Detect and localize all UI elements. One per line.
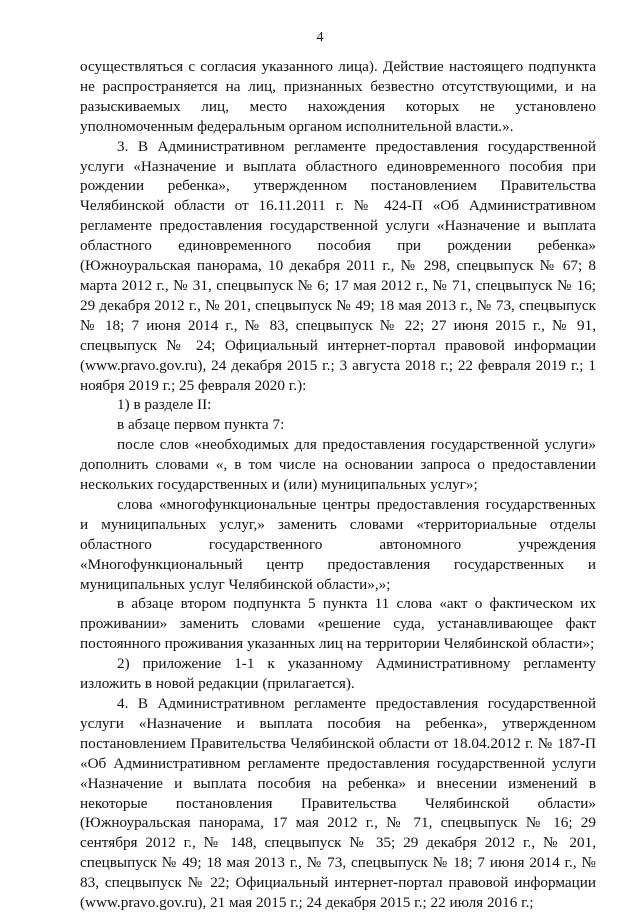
document-body xyxy=(80,57,596,913)
paragraph-item-4: 4. В Административном регламенте предоставления государственной услуги «Назначение и выплата пособия на ребенка», утвержденном постановлением Правительства Челябинской области от 18.04.2012 г. № 187-П «Об Административном регламенте предоставления государственной услуги «Назначение и выплата пособия на ребенка» и внесении изменений в некоторые постановления Правительства Челябинской области» (Южноуральская панорама, 17 мая 2012 г., № 71, спецвыпуск № 16; 29 сентября 2012 г., № 148, спецвыпуск № 35; 29 декабря 2012 г., № 201, спецвыпуск № 49; 18 мая 2013 г., № 73, спецвыпуск № 18; 7 июня 2014 г., № 83, спецвыпуск № 22; Официальный интернет-портал правовой информации (www.pravo.gov.ru), 21 мая 2015 г.; 24 декабря 2015 г.; 22 июля 2016 г.; xyxy=(80,695,596,912)
page-number: 4 xyxy=(316,30,324,45)
paragraph-item-3: 3. В Административном регламенте предоставления государственной услуги «Назначение и выплата областного единовременного пособия при рождении ребенка», утвержденном постановлением Правительства Челябинской области от 16.11.2011 г. № 424-П «Об Административном регламенте предоставления государственной услуги «Назначение и выплата областного единовременного пособия при рождении ребенка» (Южноуральская панорама, 10 декабря 2011 г., № 298, спецвыпуск № 67; 8 марта 2012 г., № 31, спецвыпуск № 6; 17 мая 2012 г., № 71, спецвыпуск № 16; 29 декабря 2012 г., № 201, спецвыпуск № 49; 18 мая 2013 г., № 73, спецвыпуск № 18; 7 июня 2014 г., № 83, спецвыпуск № 22; 27 июня 2015 г., № 91, спецвыпуск № 24; Официальный интернет-портал правовой информации (www.pravo.gov.ru), 24 декабря 2015 г.; 3 августа 2018 г.; 22 февраля 2019 г.; 1 ноября 2019 г.; 25 февраля 2020 г.): xyxy=(80,137,596,394)
paragraph-subitem-1: 1) в разделе II: xyxy=(117,396,212,414)
paragraph-amendment-addition: после слов «необходимых для предоставления государственной услуги» дополнить словами «, в том числе на основании запроса о предоставлении нескольких государственных и (или) муниципальных услуг»; xyxy=(80,436,596,494)
paragraph-clause-7: в абзаце первом пункта 7: xyxy=(117,416,285,434)
paragraph-amendment-replacement: слова «многофункциональные центры предоставления государственных и муниципальных услуг,» заменить словами «территориальные отделы областного государственного автономного учреждения «Многофункциональный центр предоставления государственных и муниципальных услуг Челябинской области»,»; xyxy=(80,495,596,593)
paragraph-subitem-2: 2) приложение 1-1 к указанному Административному регламенту изложить в новой редакции (прилагается). xyxy=(80,655,596,693)
paragraph-continuation: осуществляться с согласия указанного лица). Действие настоящего подпункта не распространяется на лиц, признанных безвестно отсутствующими, и на разыскиваемых лиц, место нахождения которых не установлено уполномоченным федеральным органом исполнительной власти.». xyxy=(80,58,596,135)
paragraph-amendment-clause-11: в абзаце втором подпункта 5 пункта 11 слова «акт о фактическом их проживании» заменить словами «решение суда, устанавливающее факт постоянного проживания указанных лиц на территории Челябинской области»; xyxy=(80,595,596,653)
